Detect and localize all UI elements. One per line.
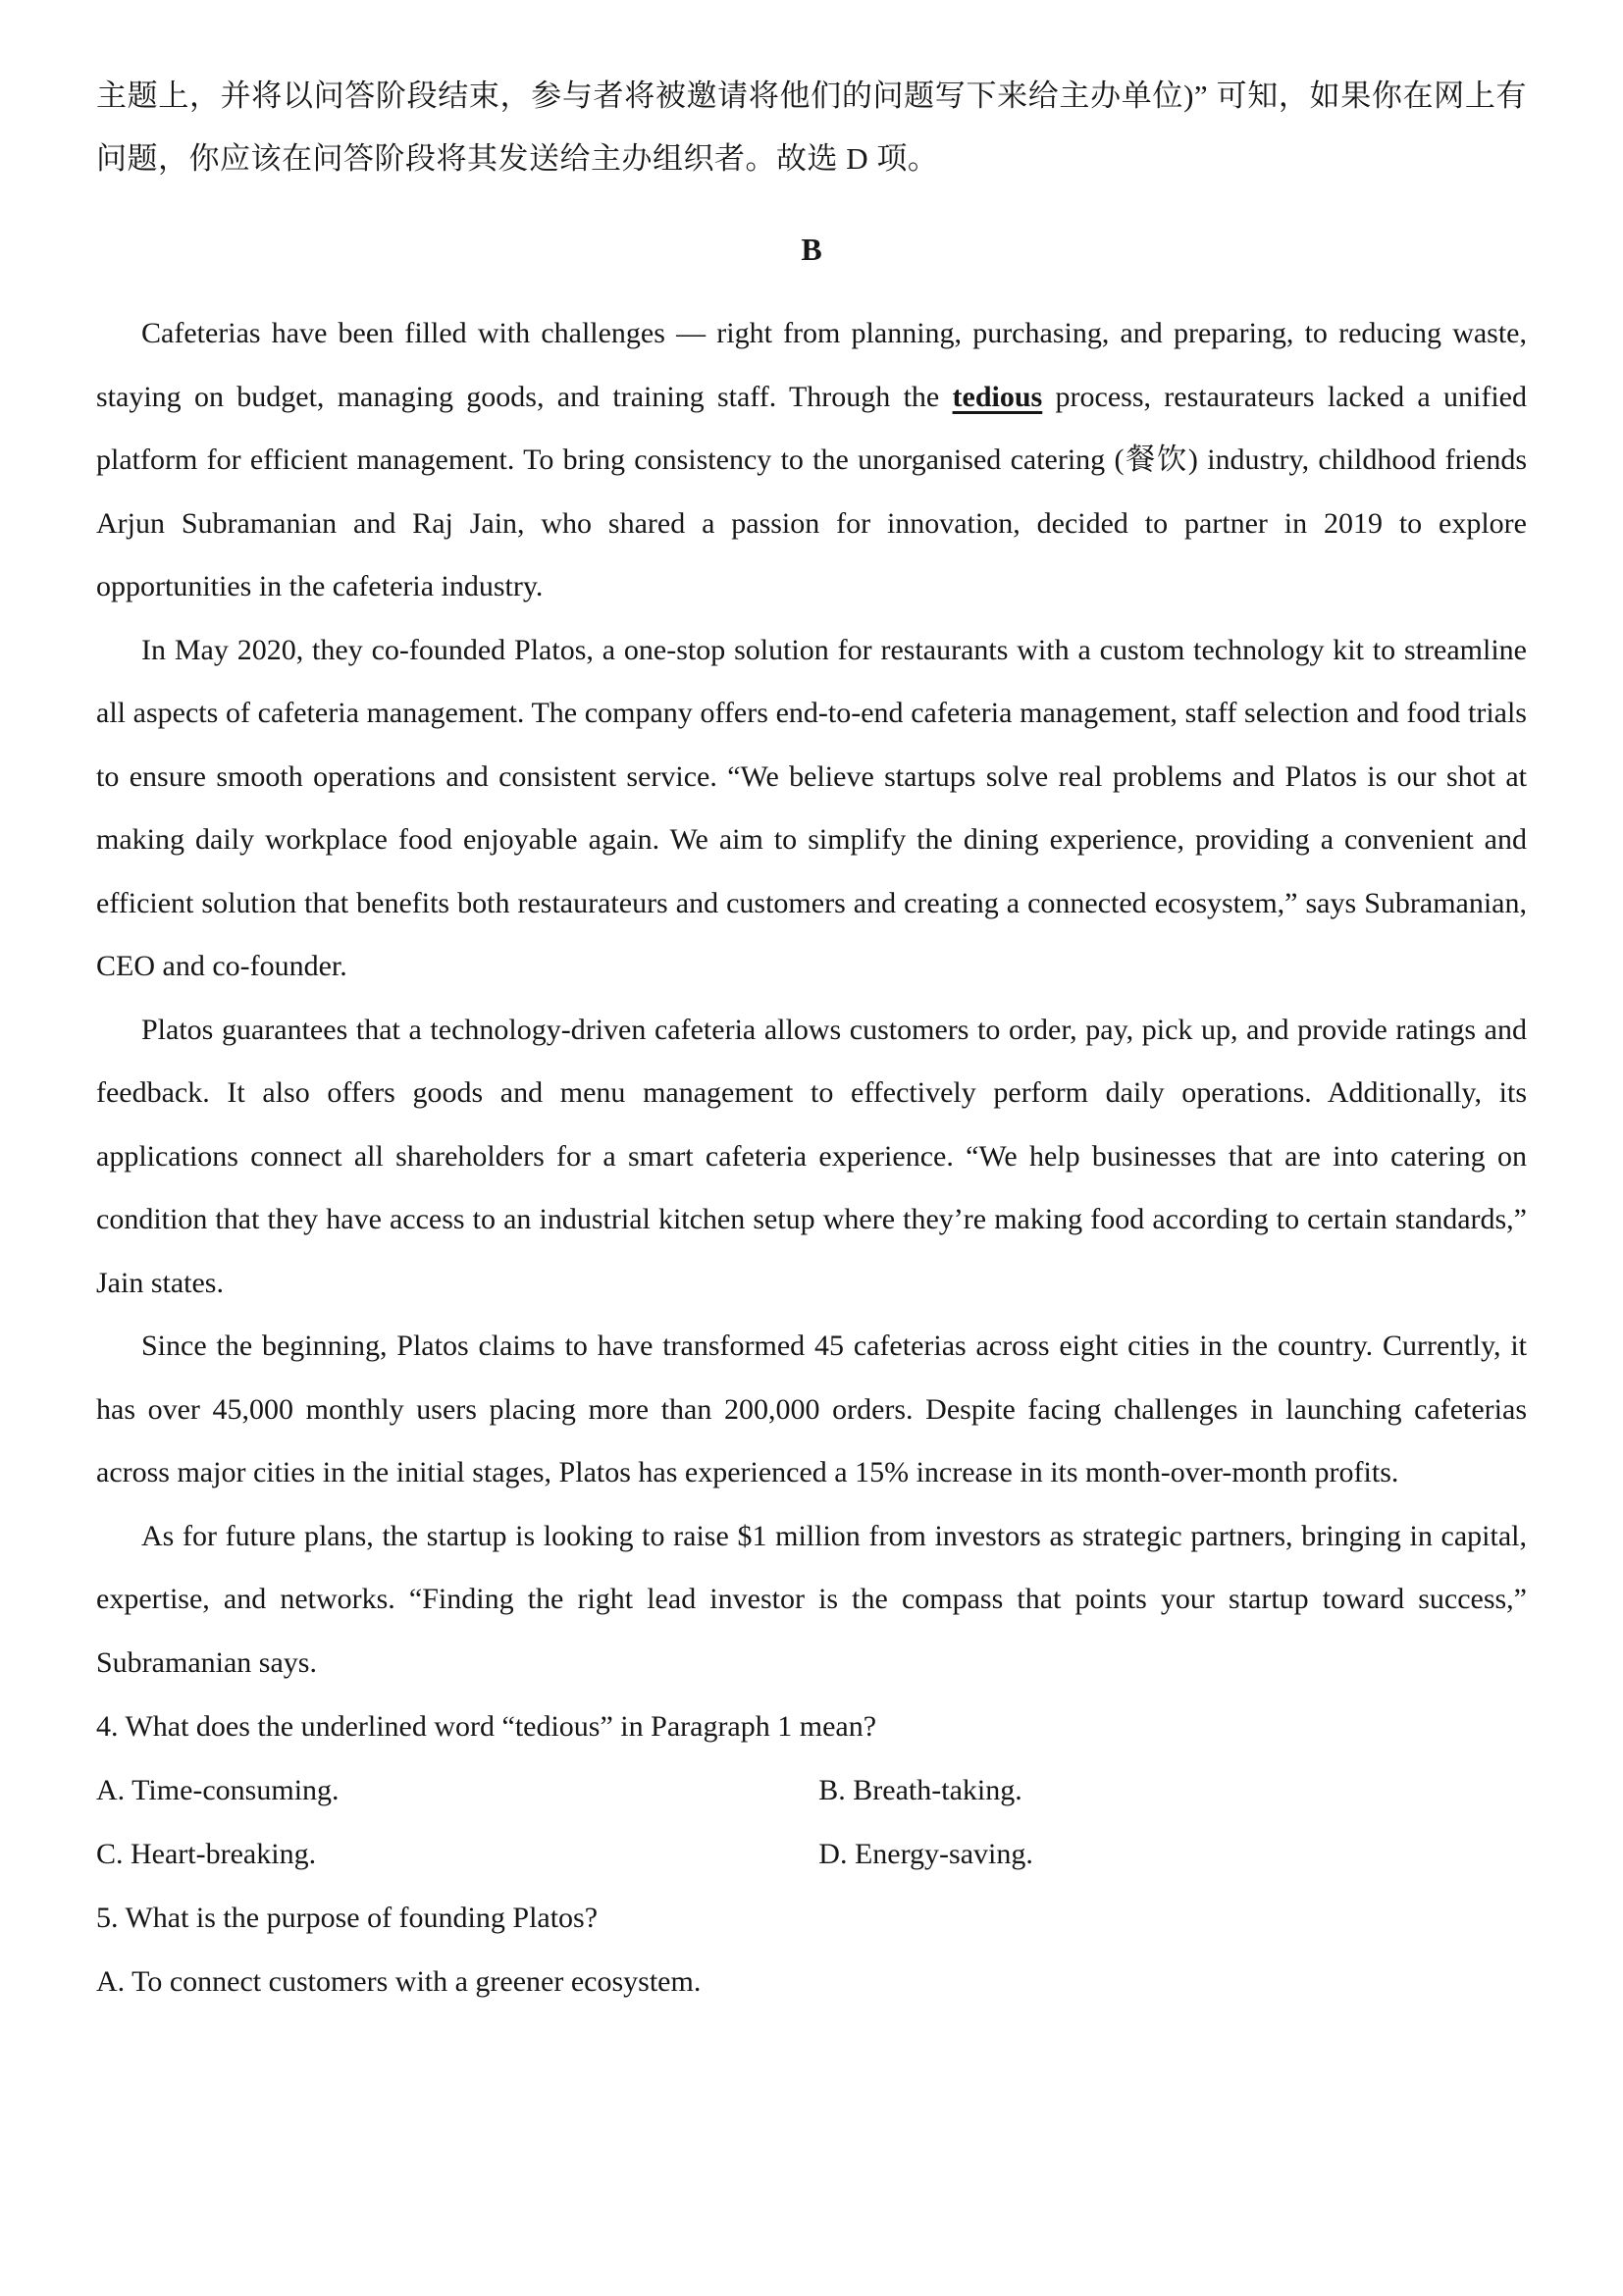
chinese-analysis-text: 主题上，并将以问答阶段结束，参与者将被邀请将他们的问题写下来给主办单位)” 可知，如果你在网上有问题，你应该在问答阶段将其发送给主办组织者。故选 D 项。: [96, 78, 1527, 176]
question-5-option-a: A. To connect customers with a greener ecosystem.: [96, 1965, 702, 1998]
question-4-option-c: C. Heart-breaking.: [96, 1838, 317, 1870]
underlined-word-tedious: tedious: [952, 380, 1043, 413]
question-4-options: [96, 1758, 1527, 1886]
passage-paragraph-1: [96, 302, 1527, 619]
question-4-stem: 4. What does the underlined word “tedious” in Paragraph 1 mean?: [96, 1710, 877, 1743]
paragraph-1-pre: Cafeterias have been filled with challenges — right from planning, purchasing, and preparing, to reducing waste, staying on budget, managing goods, and training staff. Through the: [96, 317, 1527, 413]
paragraph-1-post: process, restaurateurs lacked a unified platform for efficient management. To bring consistency to the unorganised catering (餐饮) industry, childhood friends Arjun Subramanian and Raj Jain, who shared a passion for innovation, decided to partner in 2019 to explore opportunities in the cafeteria industry.: [96, 380, 1527, 602]
question-5-stem: 5. What is the purpose of founding Platos?: [96, 1902, 599, 1934]
passage-paragraph-2: In May 2020, they co-founded Platos, a one-stop solution for restaurants with a custom technology kit to streamline all aspects of cafeteria management. The company offers end-to-end cafeteria management, staff selection and food trials to ensure smooth operations and consistent service. “We believe startups solve real problems and Platos is our shot at making daily workplace food enjoyable again. We aim to simplify the dining experience, providing a convenient and efficient solution that benefits both restaurateurs and customers and creating a connected ecosystem,” says Subramanian, CEO and co-founder.: [96, 633, 1527, 982]
passage-paragraph-5: As for future plans, the startup is looking to raise $1 million from investors as strategic partners, bringing in capital, expertise, and networks. “Finding the right lead investor is the compass that points your startup toward success,” Subramanian says.: [96, 1519, 1527, 1679]
passage-paragraph-3: Platos guarantees that a technology-driven cafeteria allows customers to order, pay, pick up, and provide ratings and feedback. It also offers goods and menu management to effectively perform daily operations. Additionally, its applications connect all shareholders for a smart cafeteria experience. “We help businesses that are into catering on condition that they have access to an industrial kitchen setup where they’re making food according to certain standards,” Jain states.: [96, 1013, 1527, 1299]
question-4-option-d: D. Energy-saving.: [818, 1838, 1033, 1870]
passage-paragraph-4: Since the beginning, Platos claims to have transformed 45 cafeterias across eight cities in the country. Currently, it has over 45,000 monthly users placing more than 200,000 orders. Despite facing challenges in launching cafeterias across major cities in the initial stages, Platos has experienced a 15% increase in its month-over-month profits.: [96, 1330, 1527, 1488]
section-label-b: B: [801, 232, 822, 267]
question-4-option-a: A. Time-consuming.: [96, 1774, 340, 1806]
question-4-option-b: B. Breath-taking.: [818, 1774, 1022, 1806]
